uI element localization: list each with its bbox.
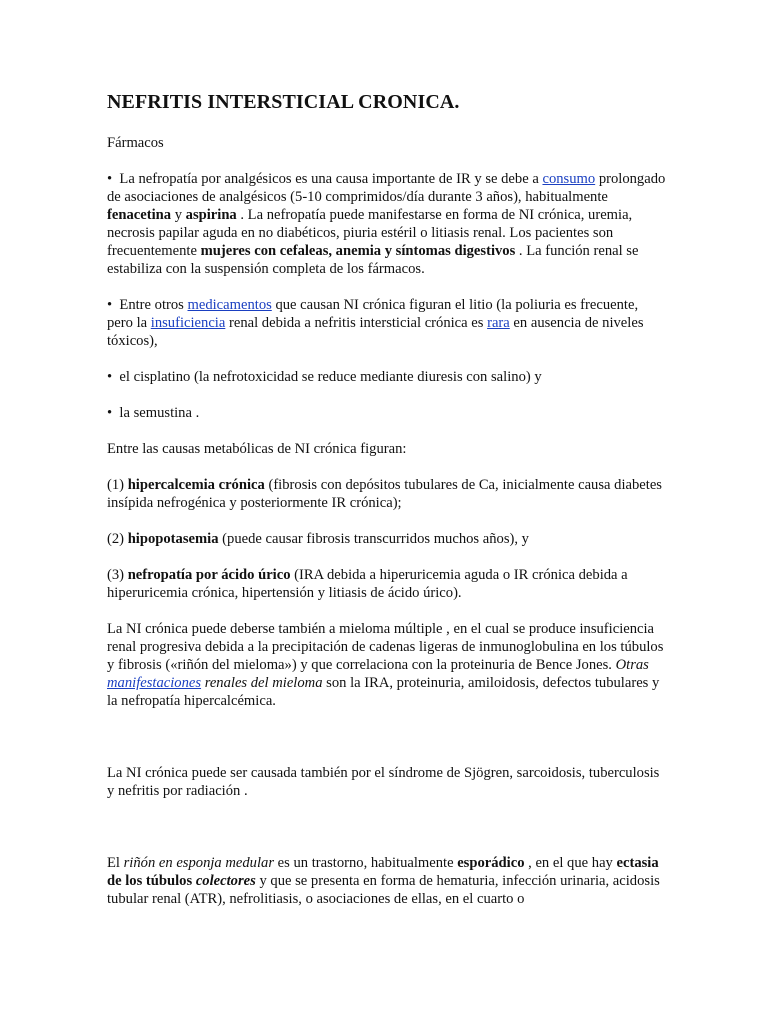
italic-run: Otras: [615, 657, 649, 673]
text-run: es un trastorno, habitualmente: [274, 855, 458, 871]
paragraph-hipercalcemia: [107, 476, 667, 512]
list-number: (3): [107, 567, 125, 583]
link-manifestaciones[interactable]: [107, 675, 201, 691]
document-body: [107, 88, 667, 908]
link-medicamentos[interactable]: medicamentos: [187, 297, 272, 313]
paragraph-mieloma: [107, 620, 667, 710]
link-rara[interactable]: rara: [487, 315, 510, 331]
link-consumo[interactable]: consumo: [542, 171, 596, 187]
text-run: (IRA debida a hiperuricemia aguda o IR crónica debida a hiperuricemia crónica, hipertensión y litiasis de ácido úrico).: [107, 567, 628, 601]
italic-run: riñón en esponja medular: [123, 855, 275, 871]
text-run: La NI crónica puede deberse también a mieloma múltiple , en el cual se produce insuficiencia renal progresiva debida a la precipitación de cadenas ligeras de inmunoglobulina en los túbulos y fibrosis («riñón del mieloma») y que correlaciona con la proteinuria de Bence Jones.: [107, 621, 664, 673]
paragraph-analgesicos: [107, 170, 667, 278]
paragraph-rinon-esponja: [107, 854, 667, 908]
link-manifestaciones-label: manifestaciones: [107, 675, 202, 691]
paragraph-hipopotasemia: [107, 530, 667, 548]
paragraph-cisplatino: [107, 368, 667, 386]
paragraph-medicamentos: [107, 296, 667, 350]
section-heading-farmacos: Fármacos: [107, 135, 164, 151]
list-number: (1): [107, 477, 125, 493]
bold-aspirina: aspirina: [185, 207, 237, 223]
bold-hipopotasemia: hipopotasemia: [127, 531, 219, 547]
bullet: •: [107, 171, 113, 187]
text-run: , en el que hay: [524, 855, 617, 871]
text-run: en ausencia de niveles tóxicos),: [107, 315, 644, 349]
text-run: Entre otros: [119, 297, 188, 313]
bold-mujeres: mujeres con cefaleas, anemia y síntomas digestivos: [200, 243, 516, 259]
italic-run: renales del mieloma: [201, 675, 323, 691]
text-run: el cisplatino (la nefrotoxicidad se reduce mediante diuresis con salino) y: [119, 369, 542, 385]
bold-esporadico: esporádico: [457, 855, 525, 871]
text-run: La nefropatía por analgésicos es una causa importante de IR y se debe a: [119, 171, 543, 187]
text-run: la semustina .: [119, 405, 200, 421]
text-run: son la IRA, proteinuria, amiloidosis, defectos tubulares y la nefropatía hipercalcémica.: [107, 675, 660, 709]
bullet: •: [107, 405, 113, 421]
paragraph-semustina: [107, 404, 667, 422]
text-run: renal debida a nefritis intersticial crónica es: [225, 315, 488, 331]
paragraph-causas-metabolicas: Entre las causas metabólicas de NI crónica figuran:: [107, 441, 407, 457]
text-run: y que se presenta en forma de hematuria, infección urinaria, acidosis tubular renal (ATR), nefrolitiasis, o asociaciones de ellas, en el cuarto o: [107, 873, 660, 907]
bold-nefropatia-acido-urico: nefropatía por ácido úrico: [127, 567, 291, 583]
text-run: que causan NI crónica figuran el litio (la poliuria es frecuente, pero la: [107, 297, 639, 331]
document-title: NEFRITIS INTERSTICIAL CRONICA.: [107, 91, 460, 113]
text-run: . La nefropatía puede manifestarse en forma de NI crónica, uremia, necrosis papilar aguda en no diabéticos, piuria estéril o litiasis renal. Los pacientes son frecuentemente: [107, 207, 633, 259]
paragraph-sjogren: La NI crónica puede ser causada también por el síndrome de Sjögren, sarcoidosis, tuberculosis y nefritis por radiación .: [107, 765, 660, 799]
text-run: y: [171, 207, 186, 223]
link-insuficiencia[interactable]: insuficiencia: [150, 315, 226, 331]
text-run: (fibrosis con depósitos tubulares de Ca, inicialmente causa diabetes insípida nefrogénica y posteriormente IR crónica);: [107, 477, 662, 511]
list-number: (2): [107, 531, 125, 547]
text-run: (puede causar fibrosis transcurridos muchos años), y: [218, 531, 529, 547]
bold-hipercalcemia: hipercalcemia crónica: [127, 477, 265, 493]
bold-ectasia: ectasia de los túbulos: [107, 855, 659, 889]
bullet: •: [107, 297, 113, 313]
text-run: . La función renal se estabiliza con la suspensión completa de los fármacos.: [107, 243, 639, 277]
bullet: •: [107, 369, 113, 385]
bold-italic-colectores: colectores: [195, 873, 256, 889]
text-run: prolongado de asociaciones de analgésicos (5-10 comprimidos/día durante 3 años), habitualmente: [107, 171, 666, 205]
paragraph-acido-urico: [107, 566, 667, 602]
text-run: El: [107, 855, 124, 871]
bold-fenacetina: fenacetina: [107, 207, 172, 223]
